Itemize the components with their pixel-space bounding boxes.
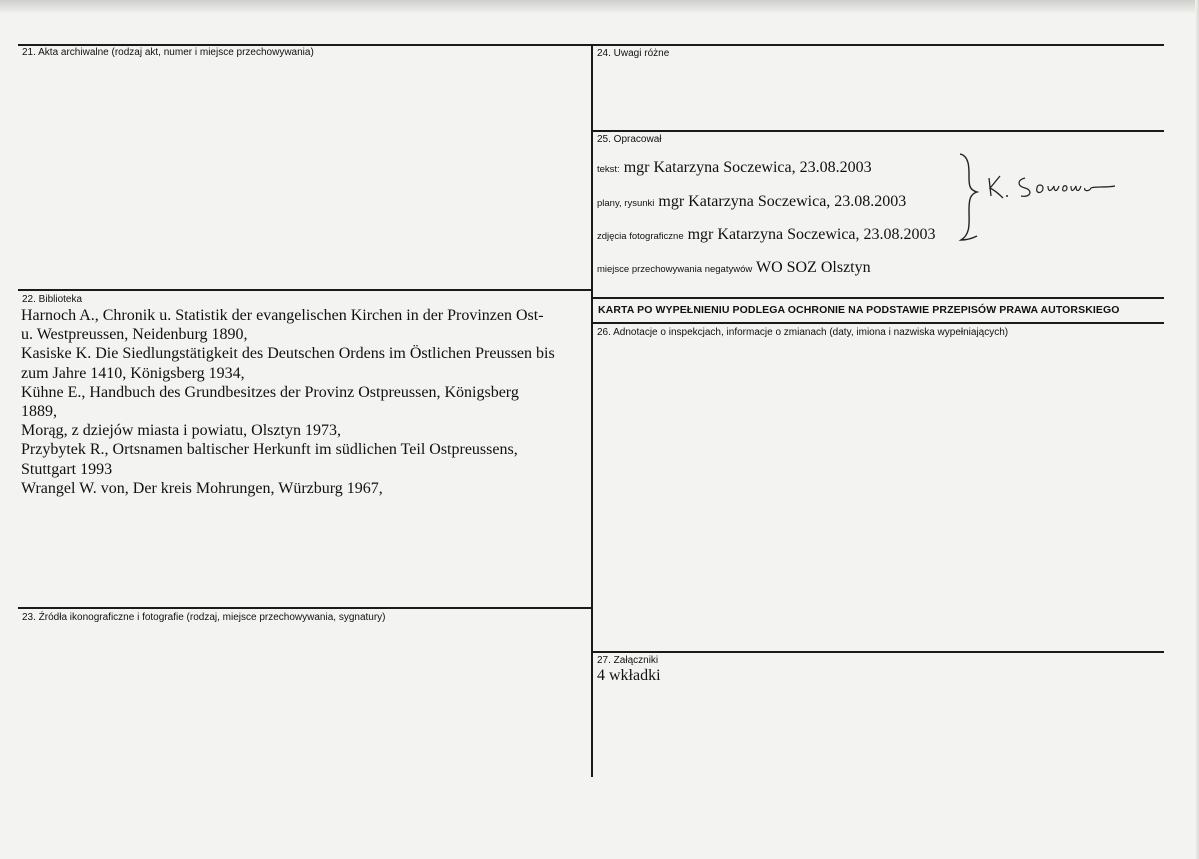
section-24-label: 24. Uwagi różne bbox=[597, 48, 670, 59]
zdjecia-label: zdjęcia fotograficzne bbox=[597, 231, 684, 242]
bibliography-line: Przybytek R., Ortsnamen baltischer Herkunft im südlichen Teil Ostpreussens, bbox=[21, 441, 518, 459]
tekst-label: tekst: bbox=[597, 164, 620, 175]
bibliography-line: Kühne E., Handbuch des Grundbesitzes der Provinz Ostpreussen, Königsberg bbox=[21, 383, 519, 401]
rule-s25-top bbox=[592, 130, 1164, 132]
rule-s23-top bbox=[18, 607, 592, 609]
rule-s26-top bbox=[592, 322, 1164, 324]
bibliography-line: Kasiske K. Die Siedlungstätigkeit des Deutschen Ordens im Östlichen Preussen bis bbox=[21, 345, 555, 363]
signature-brace bbox=[955, 148, 1135, 248]
plany-row bbox=[597, 193, 906, 211]
bibliography-line: Wrangel W. von, Der kreis Mohrungen, Würzburg 1967, bbox=[21, 479, 383, 497]
brace-icon bbox=[960, 154, 977, 240]
bibliography-line: zum Jahre 1410, Königsberg 1934, bbox=[21, 364, 245, 382]
rule-center-vertical bbox=[591, 44, 593, 777]
tekst-value: mgr Katarzyna Soczewica, 23.08.2003 bbox=[623, 159, 872, 176]
attachments-value: 4 wkładki bbox=[597, 667, 661, 684]
plany-value: mgr Katarzyna Soczewica, 23.08.2003 bbox=[658, 193, 907, 210]
bibliography-line: Harnoch A., Chronik u. Statistik der evangelischen Kirchen in der Provinzen Ost- bbox=[21, 307, 544, 324]
section-27-label: 27. Załączniki bbox=[597, 655, 659, 666]
rule-notice-top bbox=[592, 297, 1164, 299]
rule-s22-top bbox=[18, 289, 592, 291]
rule-s27-top bbox=[592, 651, 1164, 653]
bibliography-line: Morąg, z dziejów miasta i powiatu, Olsztyn 1973, bbox=[21, 422, 341, 440]
negatywy-value: WO SOZ Olsztyn bbox=[755, 259, 871, 276]
plany-label: plany, rysunki bbox=[597, 198, 655, 209]
zdjecia-row bbox=[597, 226, 936, 244]
section-23-label: 23. Źródła ikonograficzne i fotografie (rodzaj, miejsce przechowywania, sygnatury) bbox=[22, 612, 386, 623]
section-26-label: 26. Adnotacje o inspekcjach, informacje o zmianach (daty, imiona i nazwiska wypełniających) bbox=[597, 327, 1009, 338]
section-25-label: 25. Opracował bbox=[597, 134, 662, 145]
bibliography-line: Stuttgart 1993 bbox=[21, 460, 113, 478]
tekst-row bbox=[597, 159, 872, 177]
zdjecia-value: mgr Katarzyna Soczewica, 23.08.2003 bbox=[687, 226, 936, 243]
negatywy-row bbox=[597, 259, 871, 277]
signature-k-icon bbox=[989, 176, 1003, 198]
signature-dot-icon bbox=[1006, 195, 1008, 197]
scan-top-edge bbox=[0, 0, 1199, 14]
signature-scribble-icon bbox=[1019, 178, 1115, 196]
bibliography-line: u. Westpreussen, Neidenburg 1890, bbox=[21, 326, 248, 344]
bibliography-list bbox=[21, 306, 591, 498]
copyright-notice: KARTA PO WYPEŁNIENIU PODLEGA OCHRONIE NA PODSTAWIE PRZEPISÓW PRAWA AUTORSKIEGO bbox=[598, 304, 1120, 316]
negatywy-label: miejsce przechowywania negatywów bbox=[597, 264, 753, 275]
scan-right-edge bbox=[1195, 0, 1199, 859]
section-21-label: 21. Akta archiwalne (rodzaj akt, numer i miejsce przechowywania) bbox=[22, 47, 314, 58]
section-22-label: 22. Biblioteka bbox=[22, 294, 83, 305]
bibliography-line: 1889, bbox=[21, 403, 57, 421]
